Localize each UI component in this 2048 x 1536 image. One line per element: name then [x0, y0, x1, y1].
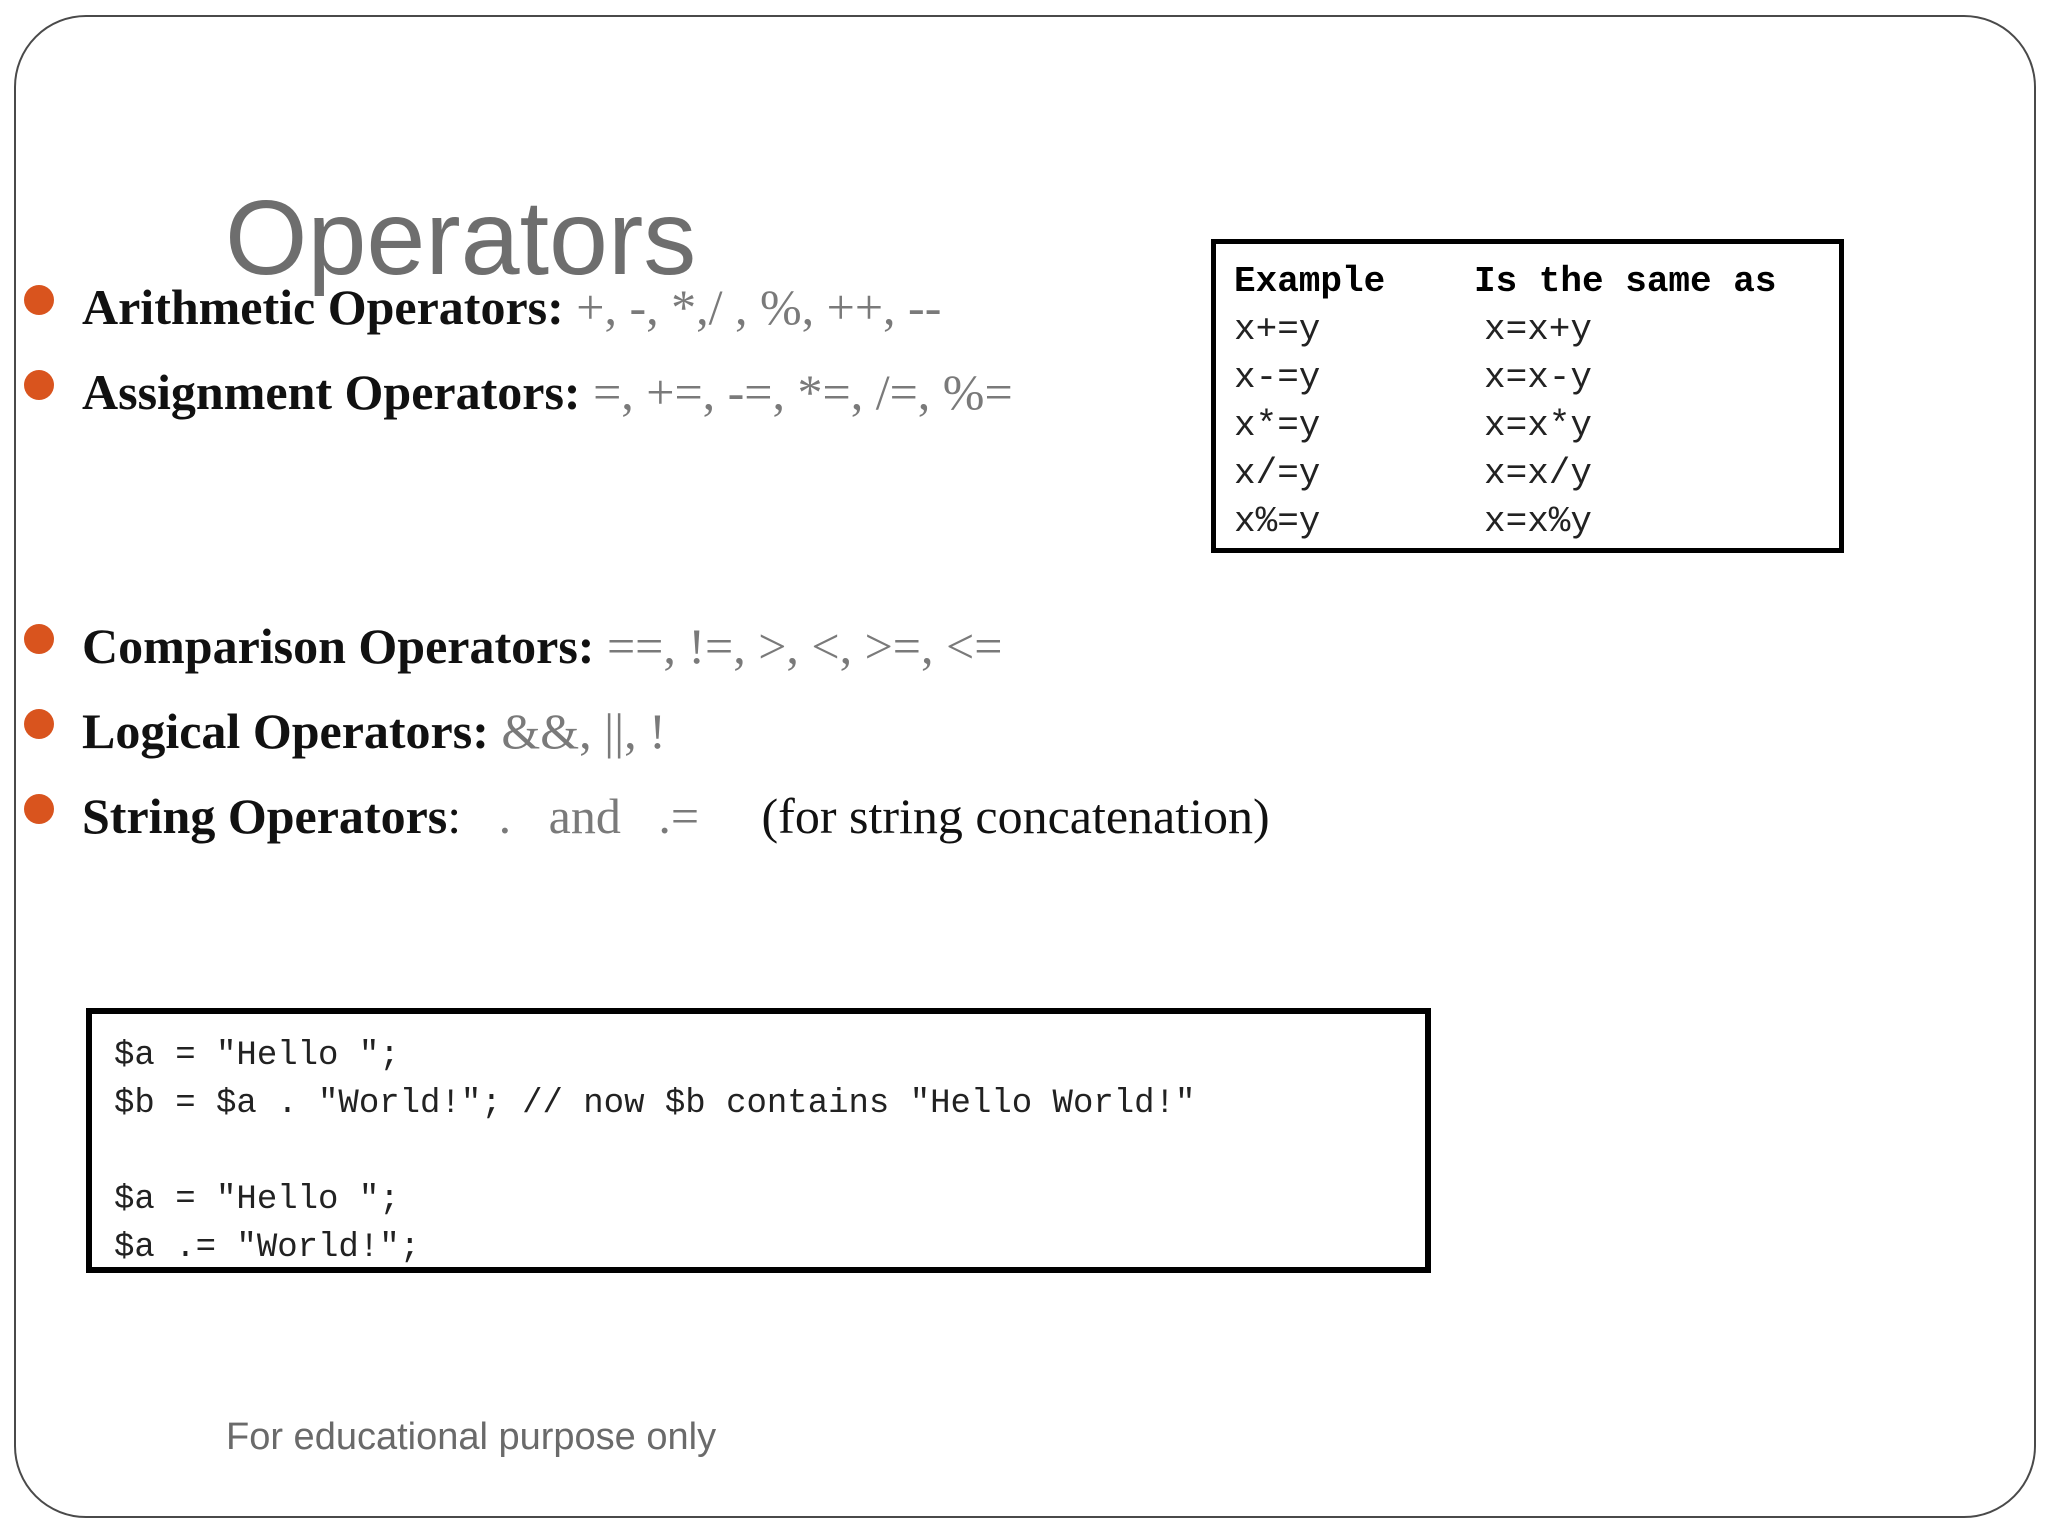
bullet-text [82, 701, 666, 761]
bullet-label: Comparison Operators: [82, 618, 595, 674]
code-line [114, 1128, 1425, 1176]
bullet-operators: =, +=, -=, *=, /=, %= [580, 364, 1013, 420]
code-line: $a = "Hello "; [114, 1037, 400, 1075]
table-row [1234, 402, 1839, 450]
code-line: $a = "Hello "; [114, 1181, 400, 1219]
bullet-dot-icon [24, 794, 54, 824]
table-cell-example: x*=y [1234, 405, 1321, 446]
bullet-text [82, 616, 1002, 676]
bullet-note: (for string concatenation) [699, 788, 1270, 844]
bullet-text [82, 786, 1270, 846]
bullet-dot-icon [24, 624, 54, 654]
bullet-label: Arithmetic Operators: [82, 279, 564, 335]
table-cell-example: x+=y [1234, 309, 1321, 350]
bullet-dot-icon [24, 285, 54, 315]
bullet-text [82, 277, 941, 337]
table-row [1234, 450, 1839, 498]
table-cell-example: x%=y [1234, 501, 1321, 542]
table-header-same-as: Is the same as [1474, 261, 1777, 302]
table-row [1234, 354, 1839, 402]
bullet-text [82, 362, 1013, 422]
table-cell-same-as: x=x+y [1484, 309, 1593, 350]
bullet-label: Logical Operators: [82, 703, 489, 759]
table-row [1234, 498, 1839, 546]
bullet-operators: . and .= [461, 788, 700, 844]
bullet-operators: +, -, *,/ , %, ++, -- [563, 279, 942, 335]
bullet-colon: : [447, 788, 462, 844]
table-cell-same-as: x=x*y [1484, 405, 1593, 446]
code-line: $b = $a . "World!"; // now $b contains "Hello World!" [114, 1085, 1196, 1123]
table-cell-same-as: x=x/y [1484, 453, 1593, 494]
bullet-dot-icon [24, 709, 54, 739]
assignment-equivalence-table [1211, 239, 1844, 553]
slide-title: Operators [225, 179, 697, 297]
table-header-example: Example [1234, 261, 1386, 302]
table-row [1234, 306, 1839, 354]
bullet-operators: ==, !=, >, <, >=, <= [594, 618, 1003, 674]
table-cell-example: x/=y [1234, 453, 1321, 494]
bullet-label: Assignment Operators: [82, 364, 581, 420]
bullet-dot-icon [24, 370, 54, 400]
table-cell-same-as: x=x-y [1484, 357, 1593, 398]
bullet-operators: &&, ||, ! [488, 703, 666, 759]
table-cell-example: x-=y [1234, 357, 1321, 398]
code-line: $a .= "World!"; [114, 1229, 421, 1267]
table-header-row [1234, 258, 1839, 306]
slide-footer: For educational purpose only [226, 1416, 717, 1458]
bullet-label: String Operators [82, 788, 448, 844]
code-example-box [86, 1008, 1431, 1273]
table-cell-same-as: x=x%y [1484, 501, 1593, 542]
